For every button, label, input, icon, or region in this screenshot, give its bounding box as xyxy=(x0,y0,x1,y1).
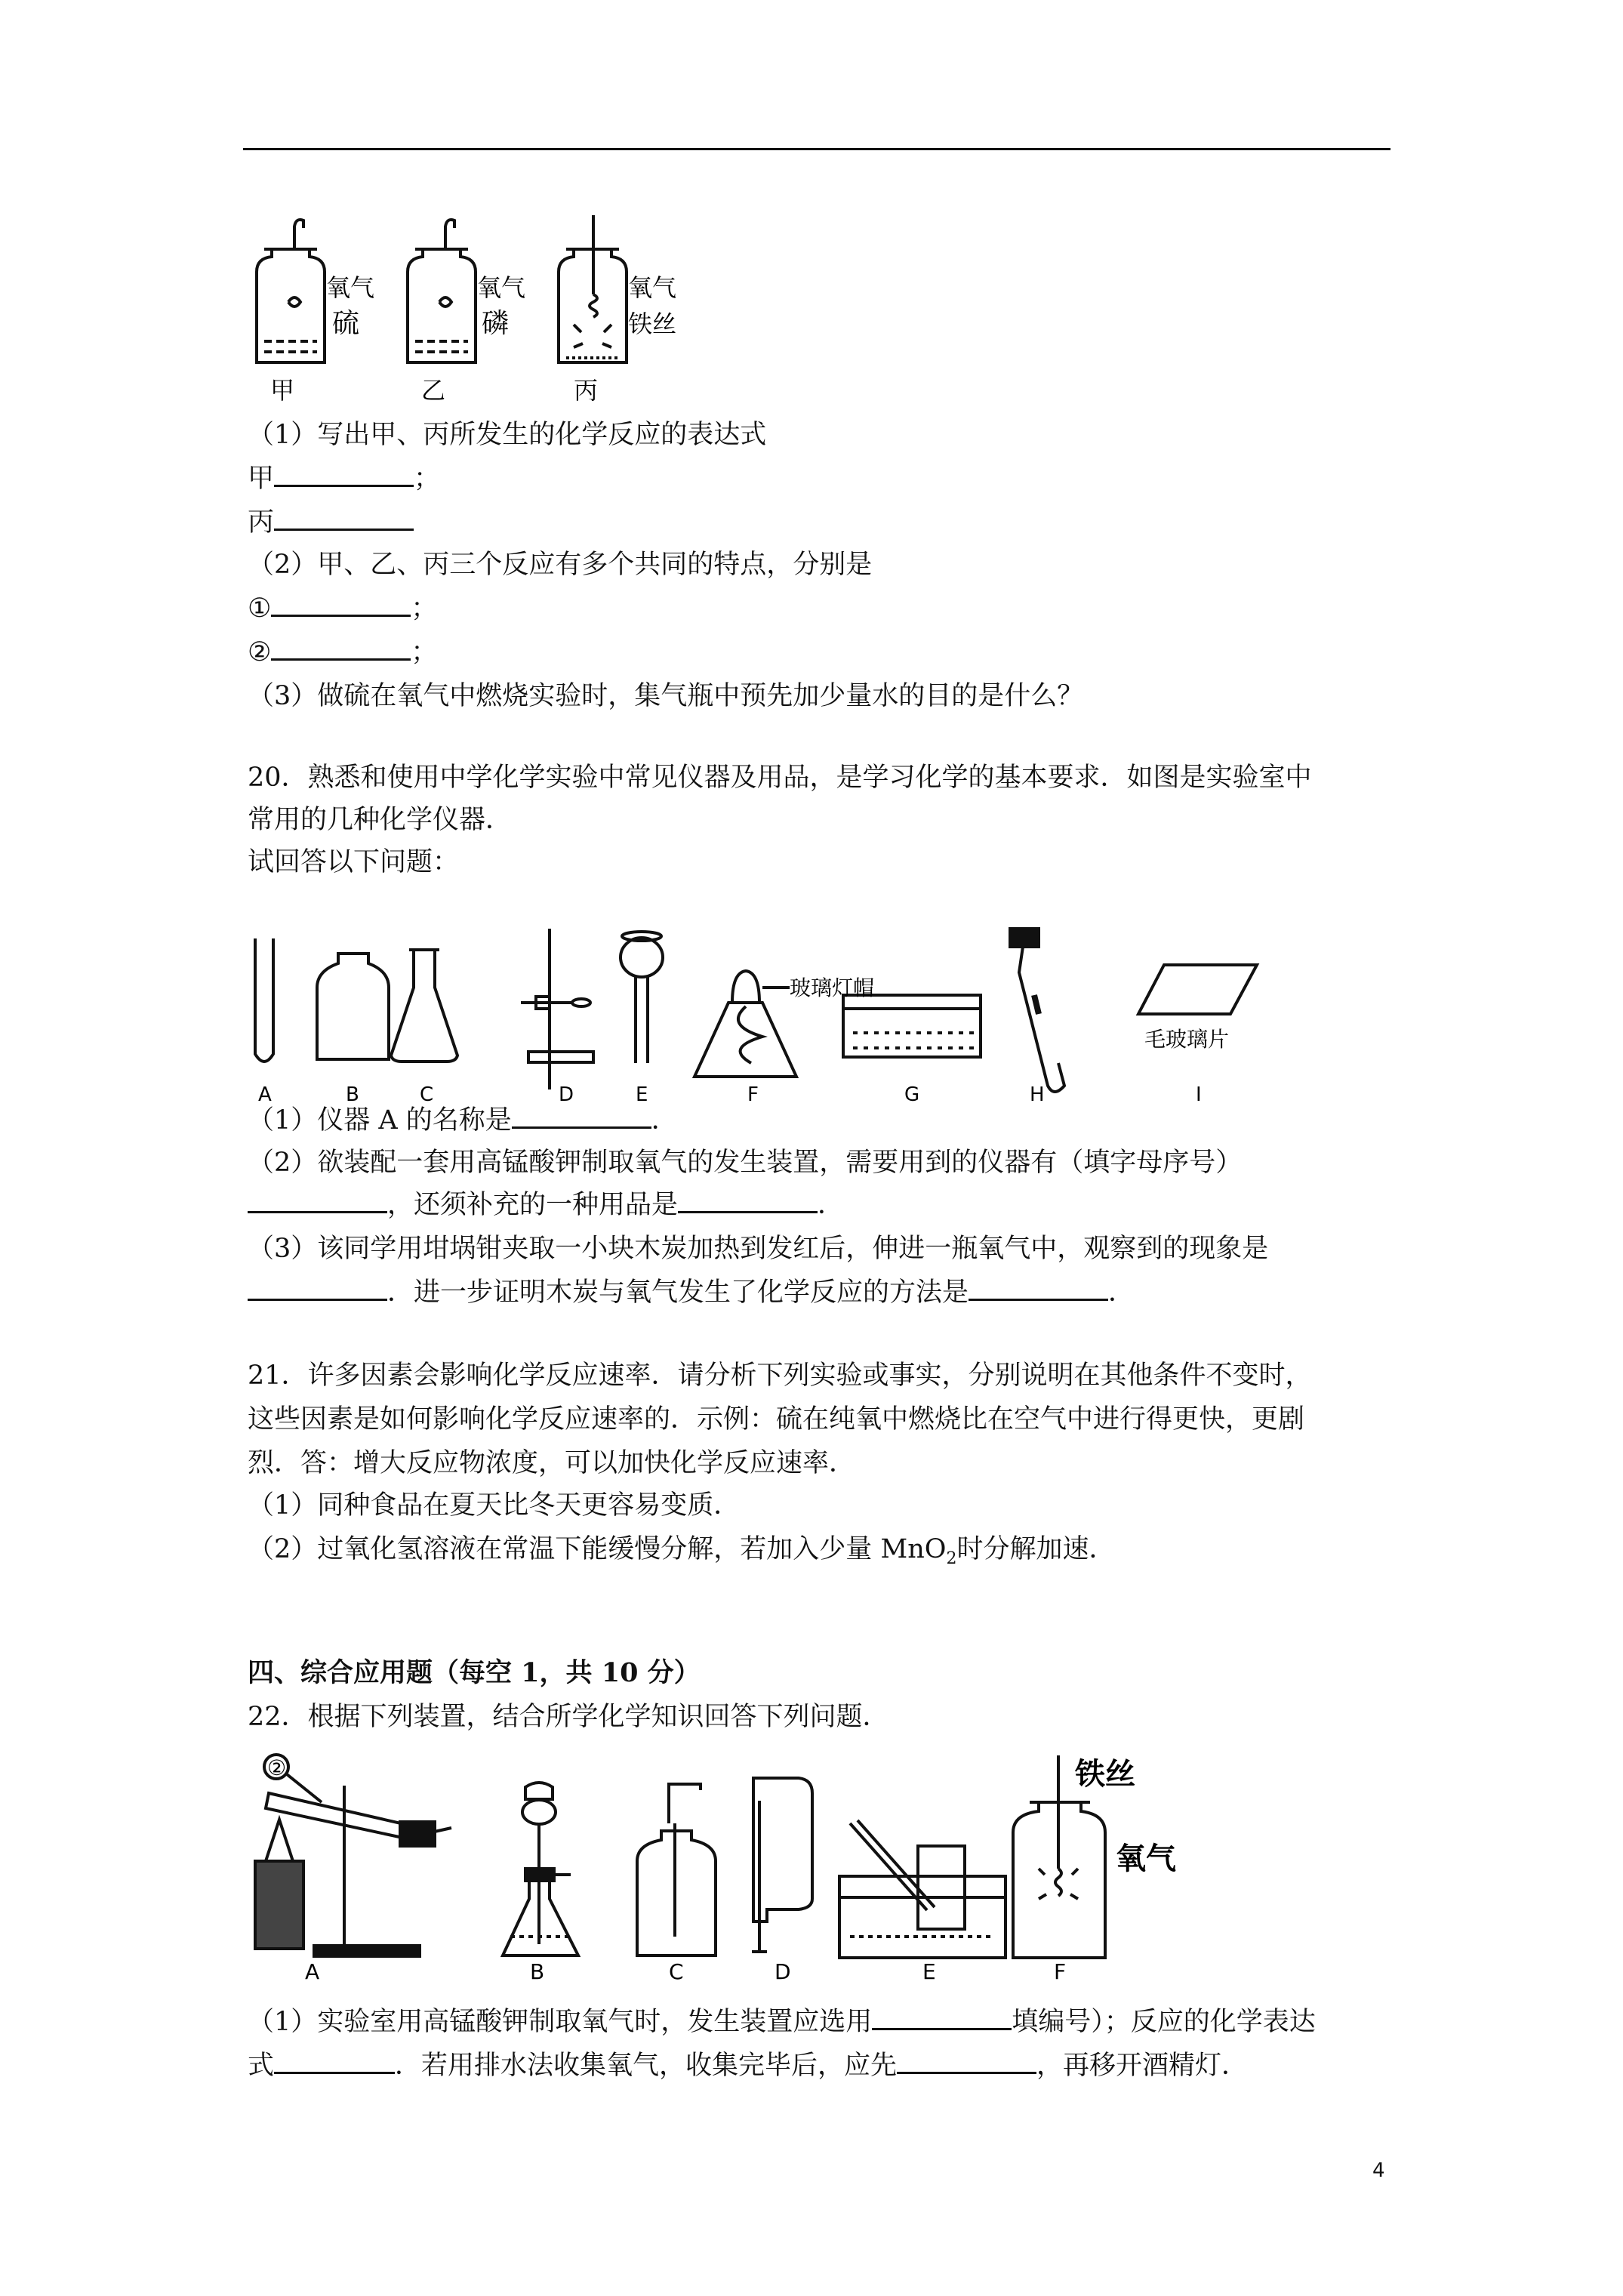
apparatus-b-flask xyxy=(503,1783,578,1955)
figure-lab-instruments xyxy=(242,882,1298,1108)
letter-d: D xyxy=(559,1083,574,1106)
page-number: 4 xyxy=(1372,2159,1385,2182)
answer-blank[interactable] xyxy=(274,2049,395,2074)
label-o2-2: 氧气 xyxy=(477,273,526,302)
q20-stem-2: 常用的几种化学仪器． xyxy=(248,805,513,835)
q19-jia-line: 甲 ； xyxy=(248,464,441,494)
apparatus-a-heating xyxy=(255,1755,451,1956)
letter-c: C xyxy=(420,1083,434,1106)
q21-part1: （1）同种食品在夏天比冬天更容易变质． xyxy=(248,1490,741,1521)
letter-e: E xyxy=(636,1083,648,1106)
section-4-title: 四、综合应用题（每空 1，共 10 分） xyxy=(248,1657,701,1688)
instrument-d-iron-stand xyxy=(521,929,593,1089)
label-fe: 铁丝 xyxy=(628,310,677,338)
caption-glass-lamp-cap: 玻璃灯帽 xyxy=(790,975,875,1000)
apparatus-d-inverted-bottle xyxy=(752,1778,812,1952)
answer-blank[interactable] xyxy=(274,506,414,531)
figure-combustion-jars xyxy=(242,211,710,408)
letter-b: B xyxy=(530,1959,545,1982)
apparatus-e-water-collection xyxy=(839,1820,1006,1958)
jar-yi xyxy=(408,220,476,362)
letter-e: E xyxy=(922,1959,936,1982)
q20-part3-cont: ．进一步证明木炭与氧气发生了化学反应的方法是 ． xyxy=(248,1274,1135,1311)
answer-blank[interactable] xyxy=(274,462,414,487)
jar-bing xyxy=(559,215,627,362)
instrument-f-alcohol-lamp xyxy=(694,971,796,1077)
q19-feature-2: ② ； xyxy=(248,637,438,667)
q19-part1: （1）写出甲、丙所发生的化学反应的表达式 xyxy=(248,420,767,450)
label-bing: 丙 xyxy=(574,376,599,405)
letter-a: A xyxy=(258,1083,272,1106)
letter-i: I xyxy=(1196,1083,1202,1106)
label-o2-3: 氧气 xyxy=(628,273,677,302)
label-jia: 甲 xyxy=(270,376,295,405)
q21-stem-1: 21．许多因素会影响化学反应速率．请分析下列实验或事实，分别说明在其他条件不变时， xyxy=(248,1361,1312,1391)
letter-f: F xyxy=(1054,1959,1067,1982)
instrument-h-bent-tube-stopper xyxy=(1010,929,1064,1092)
instrument-c-conical-flask xyxy=(391,950,457,1062)
caption-frosted-glass: 毛玻璃片 xyxy=(1144,1027,1230,1052)
q21-stem-2: 这些因素是如何影响化学反应速率的．示例：硫在纯氧中燃烧比在空气中进行得更快，更剧 xyxy=(248,1404,1305,1435)
q20-part1: （1）仪器 A 的名称是 ． xyxy=(248,1105,678,1136)
apparatus-c-gas-bottle xyxy=(637,1784,716,1955)
answer-blank[interactable] xyxy=(248,1276,387,1301)
answer-blank[interactable] xyxy=(678,1188,818,1213)
label-o2-1: 氧气 xyxy=(326,273,375,302)
answer-blank[interactable] xyxy=(271,636,411,661)
answer-blank[interactable] xyxy=(969,1276,1108,1301)
q21-stem-3: 烈．答：增大反应物浓度，可以加快化学反应速率． xyxy=(248,1448,856,1478)
letter-a: A xyxy=(305,1959,320,1982)
instrument-b-bottle xyxy=(317,954,389,1059)
q22-part1-cont: 式 ．若用排水法收集氧气，收集完毕后，应先 ，再移开酒精灯． xyxy=(248,2051,1249,2081)
label-oxygen: 氧气 xyxy=(1116,1841,1176,1876)
label-p: 磷 xyxy=(482,308,510,339)
letter-c: C xyxy=(669,1959,684,1982)
label-s: 硫 xyxy=(332,308,360,339)
label-iron-wire: 铁丝 xyxy=(1075,1757,1135,1792)
letter-h: H xyxy=(1030,1083,1045,1106)
letter-d: D xyxy=(775,1959,791,1982)
instrument-a-test-tube xyxy=(255,938,273,1062)
q19-bing-line: 丙 xyxy=(248,504,414,541)
q22-part1: （1）实验室用高锰酸钾制取氧气时，发生装置应选用 填编号）；反应的化学表达 xyxy=(248,2007,1316,2037)
q20-part2-cont: ，还须补充的一种用品是 ． xyxy=(248,1187,844,1223)
header-rule xyxy=(243,148,1390,150)
letter-g: G xyxy=(904,1083,920,1106)
jar-jia xyxy=(257,220,325,362)
letter-b: B xyxy=(346,1083,359,1106)
answer-blank[interactable] xyxy=(248,1188,387,1213)
q20-part3: （3）该同学用坩埚钳夹取一小块木炭加热到发红后，伸进一瓶氧气中，观察到的现象是 xyxy=(248,1234,1269,1264)
mark-2: ② xyxy=(267,1755,287,1780)
answer-blank[interactable] xyxy=(872,2005,1012,2030)
answer-blank[interactable] xyxy=(512,1104,651,1129)
q20-part2: （2）欲装配一套用高锰酸钾制取氧气的发生装置，需要用到的仪器有（填字母序号） xyxy=(248,1148,1243,1178)
figure-apparatus-q22 xyxy=(239,1748,1235,1982)
answer-blank[interactable] xyxy=(897,2049,1036,2074)
q22-stem: 22．根据下列装置，结合所学化学知识回答下列问题． xyxy=(248,1702,889,1732)
answer-blank[interactable] xyxy=(271,592,411,617)
q19-part2: （2）甲、乙、丙三个反应有多个共同的特点，分别是 xyxy=(248,550,873,580)
q19-part3: （3）做硫在氧气中燃烧实验时，集气瓶中预先加少量水的目的是什么？ xyxy=(248,681,1084,711)
q21-part2: （2）过氧化氢溶液在常温下能缓慢分解，若加入少量 MnO$_2$时分解加速． xyxy=(248,1534,1116,1568)
instrument-i-frosted-glass-plate xyxy=(1138,965,1257,1014)
q20-stem-3: 试回答以下问题： xyxy=(248,847,460,877)
label-yi: 乙 xyxy=(421,376,446,405)
instrument-g-water-trough xyxy=(843,995,981,1057)
instrument-e-long-neck-funnel xyxy=(621,932,663,1063)
q19-feature-1: ① ； xyxy=(248,593,438,624)
letter-f: F xyxy=(747,1083,759,1106)
q20-stem-1: 20．熟悉和使用中学化学实验中常见仪器及用品，是学习化学的基本要求．如图是实验室中 xyxy=(248,763,1312,793)
